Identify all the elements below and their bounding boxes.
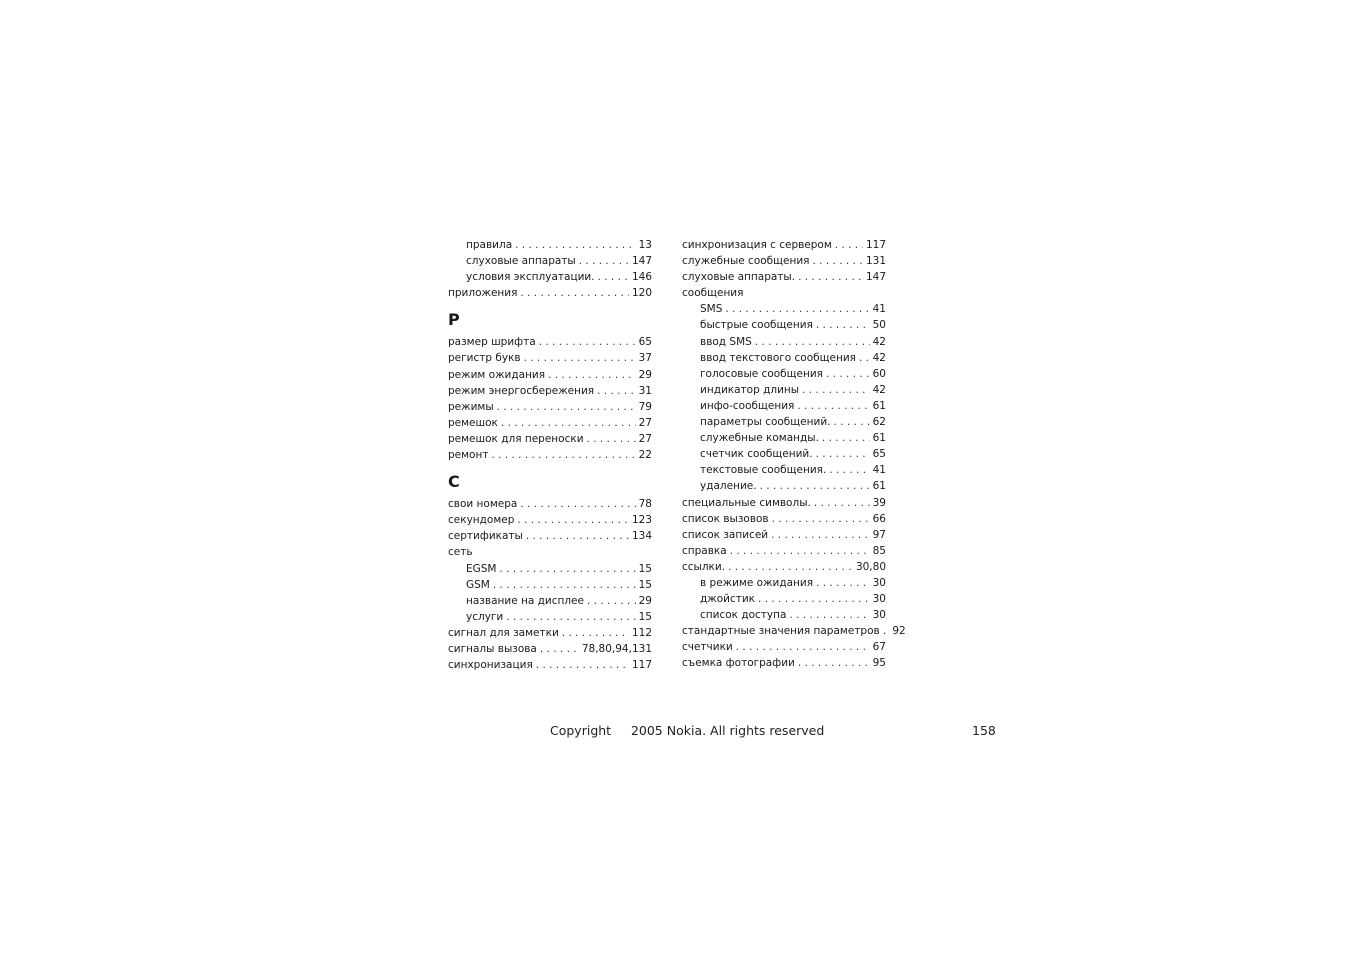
dot-leader	[760, 478, 870, 494]
index-entry	[448, 641, 652, 657]
index-page-ref: 97	[872, 528, 886, 541]
dot-leader	[728, 559, 853, 575]
index-term: список вызовов	[682, 512, 769, 525]
index-term: текстовые сообщения.	[700, 464, 827, 477]
index-subentry	[448, 269, 652, 285]
index-page-ref: 79	[638, 400, 652, 413]
index-term: синхронизация с сервером	[682, 239, 832, 251]
index-term: сообщения	[682, 287, 744, 300]
index-page-ref: 78,80,94,131	[581, 642, 652, 655]
dot-leader	[802, 382, 870, 398]
index-page-ref: 42	[872, 335, 886, 348]
dot-leader	[579, 253, 629, 269]
index-term: параметры сообщений.	[700, 416, 831, 429]
index-page-ref: 61	[872, 432, 886, 445]
index-subentry	[682, 398, 886, 414]
index-subentry	[448, 561, 652, 577]
index-subentry	[682, 575, 886, 591]
index-page-ref: 66	[872, 512, 886, 525]
index-page-ref: 15	[638, 578, 652, 591]
dot-leader	[524, 350, 636, 366]
index-column-left	[448, 237, 652, 673]
index-term: свои номера	[448, 498, 518, 511]
index-term: ссылки.	[682, 560, 726, 573]
index-entry	[448, 285, 652, 301]
index-page-ref: 95	[872, 657, 886, 670]
index-term: слуховые аппараты.	[682, 271, 796, 284]
index-term: стандартные значения параметров .	[682, 625, 887, 638]
index-entry	[682, 527, 886, 543]
index-subentry	[448, 253, 652, 269]
index-term: служебные сообщения	[682, 255, 810, 268]
index-entry	[682, 285, 886, 301]
index-term: список записей	[682, 528, 769, 541]
index-entry	[448, 399, 652, 415]
index-subentry	[448, 593, 652, 609]
index-page-ref: 15	[638, 562, 652, 575]
index-entry	[448, 544, 652, 560]
index-term: ввод текстового сообщения	[700, 351, 856, 364]
index-term: индикатор длины	[700, 383, 800, 396]
index-entry	[682, 237, 886, 253]
index-entry	[682, 623, 906, 639]
index-section-letter: С	[448, 472, 460, 492]
index-page-ref: 62	[872, 416, 886, 429]
index-page-ref: 65	[638, 336, 652, 349]
index-page-ref: 85	[872, 544, 886, 557]
dot-leader	[826, 366, 870, 382]
index-page-ref: 31	[638, 384, 652, 397]
index-subentry	[682, 430, 886, 446]
index-term: в режиме ожидания	[700, 576, 814, 589]
dot-leader	[520, 285, 629, 301]
index-page-ref: 92	[892, 625, 906, 638]
index-subentry	[682, 414, 886, 430]
index-term: приложения	[448, 287, 518, 300]
index-subentry	[448, 609, 652, 625]
index-term: услуги	[466, 610, 504, 623]
dot-leader	[536, 657, 629, 673]
index-term: съемка фотографии	[682, 657, 795, 670]
index-term: условия эксплуатации.	[466, 271, 595, 284]
dot-leader	[539, 334, 636, 350]
index-entry	[682, 543, 886, 559]
index-term: удаление.	[700, 480, 757, 493]
index-page-ref: 112	[631, 626, 652, 639]
index-entry	[448, 350, 652, 366]
index-subentry	[448, 237, 652, 253]
index-term: инфо-сообщения	[700, 399, 795, 412]
dot-leader	[816, 446, 870, 462]
dot-leader	[587, 431, 636, 447]
dot-leader	[798, 655, 870, 671]
index-term: EGSM	[466, 562, 497, 575]
index-page-ref: 13	[638, 239, 652, 251]
index-term: ремонт	[448, 449, 489, 462]
index-entry	[448, 625, 652, 641]
dot-leader	[813, 253, 863, 269]
index-entry	[448, 334, 652, 350]
index-entry	[448, 512, 652, 528]
index-page-ref: 41	[872, 303, 886, 316]
dot-leader	[859, 350, 870, 366]
index-entry	[448, 367, 652, 383]
index-subentry	[682, 317, 886, 333]
index-page-ref: 42	[872, 383, 886, 396]
index-term: регистр букв	[448, 352, 521, 365]
index-term: секундомер	[448, 514, 515, 527]
index-term: ввод SMS	[700, 335, 752, 348]
dot-leader	[736, 639, 870, 655]
index-term: быстрые сообщения	[700, 319, 813, 332]
dot-leader	[816, 575, 870, 591]
dot-leader	[789, 607, 869, 623]
index-section-letter: Р	[448, 310, 460, 330]
index-subentry	[682, 382, 886, 398]
dot-leader	[491, 447, 635, 463]
index-entry	[682, 559, 886, 575]
index-page-ref: 30,80	[855, 560, 886, 573]
dot-leader	[520, 496, 635, 512]
index-page-ref: 30	[872, 609, 886, 622]
index-term: специальные символы.	[682, 496, 811, 509]
index-term: сертификаты	[448, 530, 523, 543]
dot-leader	[816, 317, 870, 333]
index-term: режимы	[448, 400, 494, 413]
index-subentry	[682, 591, 886, 607]
dot-leader	[814, 495, 870, 511]
index-page-ref: 27	[638, 416, 652, 429]
index-column-right	[682, 237, 906, 672]
dot-leader	[497, 399, 636, 415]
index-page-ref: 131	[865, 255, 886, 268]
index-page-ref: 42	[872, 351, 886, 364]
page-number: 158	[972, 723, 996, 738]
index-term: ремешок	[448, 416, 498, 429]
index-page-ref: 146	[631, 271, 652, 284]
dot-leader	[598, 269, 629, 285]
index-entry	[448, 415, 652, 431]
dot-leader	[834, 414, 870, 430]
index-entry	[682, 639, 886, 655]
dot-leader	[500, 561, 636, 577]
index-entry	[682, 495, 886, 511]
index-subentry	[682, 462, 886, 478]
index-entry	[682, 253, 886, 269]
index-entry	[682, 655, 886, 671]
index-entry	[448, 383, 652, 399]
index-subentry	[682, 350, 886, 366]
index-page-ref: 120	[631, 287, 652, 300]
index-entry	[682, 511, 886, 527]
index-term: SMS	[700, 303, 723, 316]
index-page-ref: 117	[631, 659, 652, 672]
index-term: GSM	[466, 578, 490, 591]
index-subentry	[682, 478, 886, 494]
dot-leader	[540, 641, 579, 657]
index-page-ref: 30	[872, 576, 886, 589]
index-page-ref: 27	[638, 432, 652, 445]
index-term: счетчик сообщений.	[700, 448, 813, 461]
index-entry	[448, 657, 652, 673]
index-term: голосовые сообщения	[700, 367, 824, 380]
index-term: режим энергосбережения	[448, 384, 595, 397]
dot-leader	[517, 512, 629, 528]
dot-leader	[797, 398, 869, 414]
index-page-ref: 29	[638, 368, 652, 381]
index-term: синхронизация	[448, 659, 533, 672]
index-term: режим ожидания	[448, 368, 546, 381]
index-page-ref: 30	[872, 593, 886, 606]
dot-leader	[562, 625, 629, 641]
footer-copyright: Copyright 2005 Nokia. All rights reserved	[550, 723, 825, 738]
index-term: сигналы вызова	[448, 642, 537, 655]
dot-leader	[772, 511, 870, 527]
index-term: слуховые аппараты	[466, 255, 576, 268]
index-page-ref: 147	[631, 255, 652, 268]
index-page-ref: 39	[872, 496, 886, 509]
index-term: джойстик	[700, 593, 756, 606]
index-page-ref: 117	[865, 239, 886, 251]
index-subentry	[448, 577, 652, 593]
dot-leader	[515, 237, 636, 253]
index-term: служебные команды.	[700, 432, 819, 445]
index-term: список доступа	[700, 609, 787, 622]
dot-leader	[725, 301, 869, 317]
index-entry	[448, 431, 652, 447]
dot-leader	[822, 430, 870, 446]
index-page-ref: 37	[638, 352, 652, 365]
index-page-ref: 61	[872, 399, 886, 412]
index-page-ref: 22	[638, 449, 652, 462]
dot-leader	[587, 593, 636, 609]
index-page-ref: 123	[631, 514, 652, 527]
index-term: ремешок для переноски	[448, 432, 584, 445]
dot-leader	[526, 528, 629, 544]
dot-leader	[755, 334, 870, 350]
index-page-ref: 29	[638, 594, 652, 607]
index-page-ref: 50	[872, 319, 886, 332]
dot-leader	[548, 367, 636, 383]
index-page-ref: 67	[872, 641, 886, 654]
index-term: название на дисплее	[466, 594, 584, 607]
dot-leader	[597, 383, 636, 399]
index-subentry	[682, 607, 886, 623]
index-entry	[682, 269, 886, 285]
index-page-ref: 15	[638, 610, 652, 623]
index-term: справка	[682, 544, 727, 557]
dot-leader	[730, 543, 870, 559]
index-entry	[448, 447, 652, 463]
dot-leader	[829, 462, 869, 478]
dot-leader	[835, 237, 863, 253]
index-page-ref: 147	[865, 271, 886, 284]
index-page-ref: 134	[631, 530, 652, 543]
index-term: правила	[466, 239, 513, 251]
index-subentry	[682, 334, 886, 350]
index-page-ref: 60	[872, 367, 886, 380]
dot-leader	[506, 609, 635, 625]
dot-leader	[493, 577, 636, 593]
index-term: сигнал для заметки	[448, 626, 559, 639]
index-term: размер шрифта	[448, 336, 536, 349]
index-term: сеть	[448, 546, 473, 559]
index-subentry	[682, 366, 886, 382]
index-entry	[448, 528, 652, 544]
dot-leader	[758, 591, 870, 607]
dot-leader	[798, 269, 863, 285]
index-page-ref: 65	[872, 448, 886, 461]
index-page-ref: 41	[872, 464, 886, 477]
index-subentry	[682, 446, 886, 462]
index-subentry	[682, 301, 886, 317]
dot-leader	[771, 527, 870, 543]
index-page-ref: 78	[638, 498, 652, 511]
index-entry	[448, 496, 652, 512]
dot-leader	[501, 415, 636, 431]
index-term: счетчики	[682, 641, 733, 654]
index-page-ref: 61	[872, 480, 886, 493]
